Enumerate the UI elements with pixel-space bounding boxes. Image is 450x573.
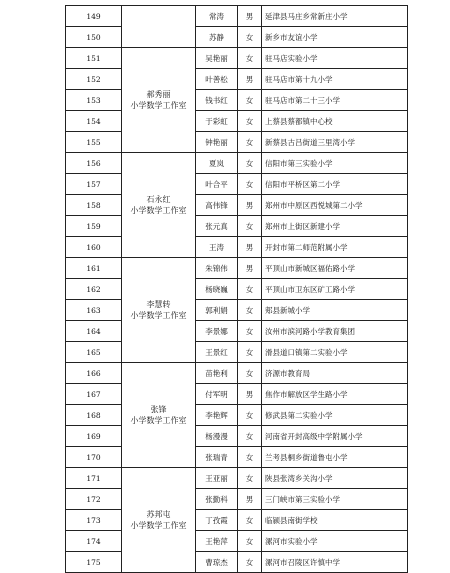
row-number: 163 (66, 300, 122, 321)
school: 兰考县桐乡街道鲁屯小学 (262, 447, 408, 468)
table-row (66, 468, 408, 489)
table-row (66, 363, 408, 384)
teacher-name: 郭利娟 (196, 300, 238, 321)
row-number: 151 (66, 48, 122, 69)
studio-cell (122, 153, 196, 258)
row-number: 169 (66, 426, 122, 447)
gender: 男 (238, 69, 262, 90)
teacher-name: 高伟锋 (196, 195, 238, 216)
teacher-name: 朱锦伟 (196, 258, 238, 279)
teacher-name: 钟艳丽 (196, 132, 238, 153)
gender: 女 (238, 153, 262, 174)
school: 驻马店市第二十三小学 (262, 90, 408, 111)
table-row (66, 279, 408, 300)
table-row (66, 111, 408, 132)
gender: 女 (238, 132, 262, 153)
teacher-name: 李景娜 (196, 321, 238, 342)
gender: 女 (238, 216, 262, 237)
gender: 女 (238, 447, 262, 468)
gender: 女 (238, 90, 262, 111)
school: 驻马店市第十九小学 (262, 69, 408, 90)
studio-title: 小学数学工作室 (130, 521, 187, 530)
teacher-name: 付军明 (196, 384, 238, 405)
school: 新蔡县古吕街道三里湾小学 (262, 132, 408, 153)
row-number: 154 (66, 111, 122, 132)
teacher-name: 于彩虹 (196, 111, 238, 132)
roster-body (66, 6, 408, 573)
gender: 女 (238, 531, 262, 552)
school: 济源市教育局 (262, 363, 408, 384)
table-row (66, 300, 408, 321)
row-number: 158 (66, 195, 122, 216)
teacher-name: 张勤科 (196, 489, 238, 510)
table-row (66, 48, 408, 69)
gender: 女 (238, 552, 262, 573)
row-number: 161 (66, 258, 122, 279)
table-row (66, 132, 408, 153)
table-row (66, 27, 408, 48)
school: 滑县道口镇第二实验小学 (262, 342, 408, 363)
row-number: 167 (66, 384, 122, 405)
table-row (66, 6, 408, 27)
studio-leader: 张锋 (150, 405, 167, 414)
school: 平顶山市卫东区矿工路小学 (262, 279, 408, 300)
teacher-name: 王亚丽 (196, 468, 238, 489)
school: 新乡市友谊小学 (262, 27, 408, 48)
table-row (66, 90, 408, 111)
studio-cell (122, 468, 196, 573)
school: 信阳市平桥区第二小学 (262, 174, 408, 195)
row-number: 156 (66, 153, 122, 174)
gender: 女 (238, 174, 262, 195)
school: 漯河市召陵区许慎中学 (262, 552, 408, 573)
school: 开封市第二师范附属小学 (262, 237, 408, 258)
teacher-name: 叶善松 (196, 69, 238, 90)
school: 修武县第二实验小学 (262, 405, 408, 426)
table-row (66, 447, 408, 468)
teacher-name: 常涛 (196, 6, 238, 27)
teacher-name: 苏静 (196, 27, 238, 48)
studio-leader: 石永红 (146, 195, 171, 204)
studio-cell (122, 258, 196, 363)
school: 焦作市解放区学生路小学 (262, 384, 408, 405)
teacher-name: 吴艳丽 (196, 48, 238, 69)
row-number: 150 (66, 27, 122, 48)
school: 驻马店实验小学 (262, 48, 408, 69)
row-number: 149 (66, 6, 122, 27)
gender: 女 (238, 363, 262, 384)
teacher-name: 丁孜霞 (196, 510, 238, 531)
gender: 女 (238, 300, 262, 321)
teacher-name: 夏岚 (196, 153, 238, 174)
row-number: 174 (66, 531, 122, 552)
school: 临颍县南街学校 (262, 510, 408, 531)
school: 汝州市滨河路小学教育集团 (262, 321, 408, 342)
school: 延津县马庄乡常新庄小学 (262, 6, 408, 27)
studio-title: 小学数学工作室 (130, 101, 187, 110)
table-row (66, 216, 408, 237)
table-row (66, 237, 408, 258)
studio-title: 小学数学工作室 (130, 416, 187, 425)
table-row (66, 510, 408, 531)
studio-cell (122, 363, 196, 468)
teacher-name: 苗艳利 (196, 363, 238, 384)
gender: 女 (238, 111, 262, 132)
row-number: 173 (66, 510, 122, 531)
gender: 女 (238, 48, 262, 69)
teacher-name: 张瑞青 (196, 447, 238, 468)
table-row (66, 258, 408, 279)
row-number: 165 (66, 342, 122, 363)
studio-leader: 苏邦屯 (146, 510, 171, 519)
gender: 男 (238, 195, 262, 216)
school: 平顶山市新城区福佑路小学 (262, 258, 408, 279)
studio-leader: 李慧转 (146, 300, 171, 309)
teacher-name: 王景红 (196, 342, 238, 363)
gender: 女 (238, 27, 262, 48)
row-number: 157 (66, 174, 122, 195)
gender: 女 (238, 321, 262, 342)
gender: 女 (238, 405, 262, 426)
gender: 男 (238, 489, 262, 510)
teacher-name: 杨漫漫 (196, 426, 238, 447)
row-number: 164 (66, 321, 122, 342)
table-row (66, 342, 408, 363)
row-number: 168 (66, 405, 122, 426)
table-row (66, 489, 408, 510)
school: 河南省开封高级中学附属小学 (262, 426, 408, 447)
row-number: 160 (66, 237, 122, 258)
table-row (66, 321, 408, 342)
row-number: 166 (66, 363, 122, 384)
school: 陕县张湾乡关沟小学 (262, 468, 408, 489)
school: 郏县新城小学 (262, 300, 408, 321)
teacher-name: 杨晓巍 (196, 279, 238, 300)
school: 信阳市第三实验小学 (262, 153, 408, 174)
row-number: 171 (66, 468, 122, 489)
teacher-name: 钱书红 (196, 90, 238, 111)
studio-cell (122, 48, 196, 153)
gender: 女 (238, 468, 262, 489)
school: 郑州市中原区西悦城第二小学 (262, 195, 408, 216)
studio-title: 小学数学工作室 (130, 206, 187, 215)
gender: 男 (238, 258, 262, 279)
teacher-name: 王艳萍 (196, 531, 238, 552)
teacher-name: 叶合平 (196, 174, 238, 195)
row-number: 159 (66, 216, 122, 237)
row-number: 162 (66, 279, 122, 300)
table-row (66, 426, 408, 447)
row-number: 170 (66, 447, 122, 468)
school: 三门峡市第三实验小学 (262, 489, 408, 510)
row-number: 155 (66, 132, 122, 153)
row-number: 175 (66, 552, 122, 573)
teacher-name: 曹琼杰 (196, 552, 238, 573)
school: 上蔡县蔡都镇中心校 (262, 111, 408, 132)
studio-leader: 郝秀丽 (146, 90, 171, 99)
school: 漯河市实验小学 (262, 531, 408, 552)
row-number: 152 (66, 69, 122, 90)
teacher-name: 王涛 (196, 237, 238, 258)
gender: 男 (238, 384, 262, 405)
table-row (66, 153, 408, 174)
gender: 女 (238, 342, 262, 363)
teacher-name: 张元真 (196, 216, 238, 237)
table-row (66, 384, 408, 405)
gender: 男 (238, 237, 262, 258)
row-number: 172 (66, 489, 122, 510)
gender: 男 (238, 6, 262, 27)
studio-title: 小学数学工作室 (130, 311, 187, 320)
table-row (66, 69, 408, 90)
teacher-name: 李艳辉 (196, 405, 238, 426)
row-number: 153 (66, 90, 122, 111)
table-row (66, 174, 408, 195)
studio-cell (122, 6, 196, 48)
table-row (66, 405, 408, 426)
table-row (66, 531, 408, 552)
gender: 女 (238, 426, 262, 447)
table-row (66, 195, 408, 216)
gender: 女 (238, 279, 262, 300)
table-row (66, 552, 408, 573)
school: 郑州市上街区新建小学 (262, 216, 408, 237)
roster-table (65, 5, 408, 573)
gender: 女 (238, 510, 262, 531)
